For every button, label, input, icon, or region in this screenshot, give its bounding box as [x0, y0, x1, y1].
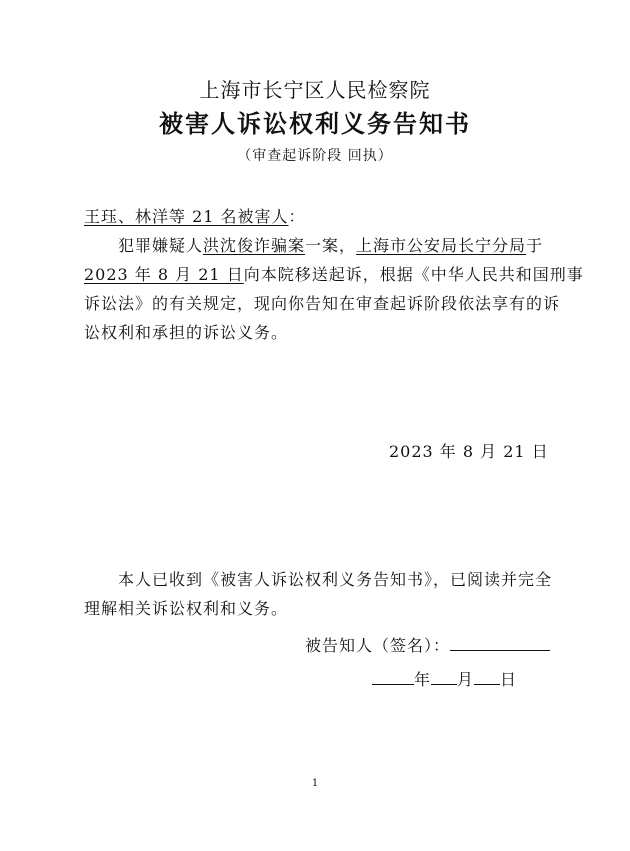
recipient-name: 王珏、林洋等 21 名被害人: [84, 207, 289, 226]
paragraph-line-2: [84, 260, 584, 289]
day-label: 日: [500, 670, 518, 689]
suspect-label: 犯罪嫌疑人: [118, 236, 204, 255]
paragraph-line-1: [84, 231, 584, 260]
day-blank[interactable]: [474, 670, 500, 685]
year-blank[interactable]: [372, 670, 414, 685]
paragraph-line-4: 讼权利和承担的诉讼义务。: [84, 323, 289, 342]
police-bureau: 上海市公安局长宁分局: [356, 236, 527, 255]
paragraph-line-3: 诉讼法》的有关规定，现向你告知在审查起诉阶段依法享有的诉: [84, 294, 561, 313]
signature-line: [305, 633, 550, 656]
receipt-line-1: 本人已收到《被害人诉讼权利义务告知书》，已阅读并完全: [118, 570, 553, 589]
signature-blank[interactable]: [450, 636, 550, 651]
receipt-paragraph: [84, 565, 552, 623]
transfer-text: 向本院移送起诉，根据《中华人民共和国刑事: [243, 265, 584, 284]
month-blank[interactable]: [431, 670, 457, 685]
signature-label: 被告知人（签名）：: [305, 636, 451, 655]
recipient-colon: ：: [288, 207, 306, 226]
notice-paragraph: [84, 231, 584, 347]
agency-name: 上海市长宁区人民检察院: [199, 78, 431, 102]
transfer-date: 2023 年 8 月 21 日: [84, 265, 244, 284]
case-name: 洪沈俊诈骗案: [203, 236, 306, 255]
receipt-line-2: 理解相关诉讼权利和义务。: [84, 599, 289, 618]
month-label: 月: [457, 670, 475, 689]
page-number: 1: [311, 778, 319, 789]
issue-date: 2023 年 8 月 21 日: [389, 442, 549, 461]
police-suffix: 于: [526, 236, 544, 255]
year-label: 年: [414, 670, 432, 689]
recipient-line: [84, 202, 306, 231]
document-subtitle: （审查起诉阶段 回执）: [237, 148, 393, 164]
date-blank-line: [372, 667, 517, 690]
case-suffix: 一案，: [305, 236, 357, 255]
document-title: 被害人诉讼权利义务告知书: [159, 109, 471, 138]
